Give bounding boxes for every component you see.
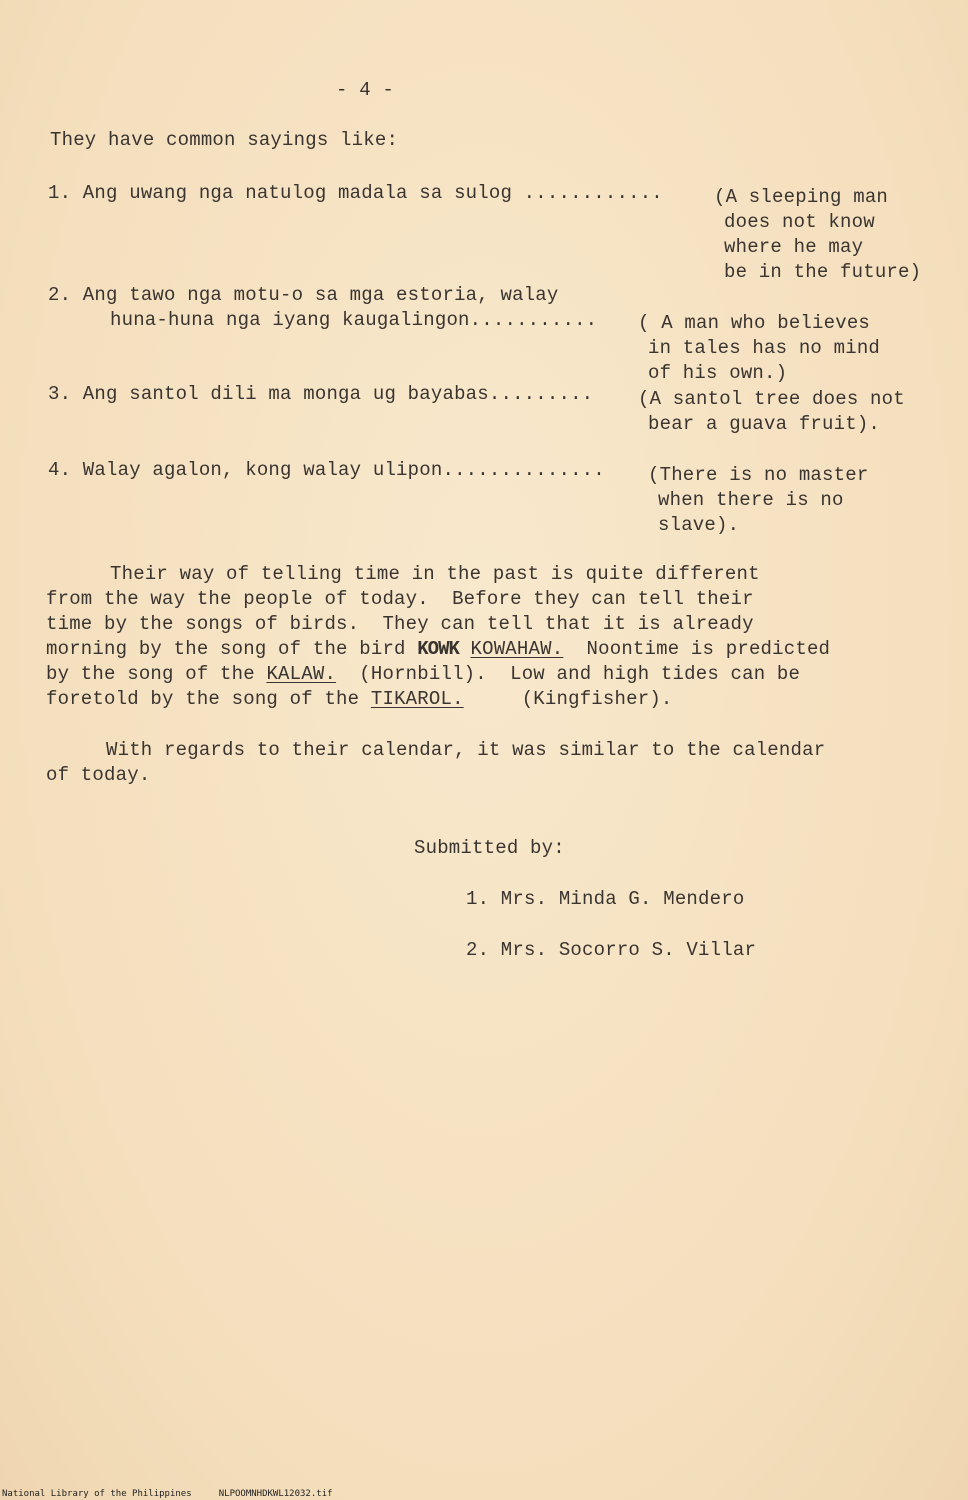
paragraph-line: time by the songs of birds. They can tell that it is already xyxy=(46,613,754,635)
submitter-name: 2. Mrs. Socorro S. Villar xyxy=(466,939,757,961)
paragraph-text: morning by the song of the bird xyxy=(46,638,418,660)
scan-footer: National Library of the Philippines NLPOOMNHDKWL12032.tif xyxy=(2,1489,333,1499)
paragraph-text: Noontime is predicted xyxy=(563,638,831,660)
saying-meaning-line: (A sleeping man xyxy=(714,186,889,208)
paragraph-line xyxy=(46,662,800,687)
saying-meaning-line: of his own.) xyxy=(648,362,788,384)
paragraph-line: Their way of telling time in the past is quite different xyxy=(110,563,760,585)
saying-meaning-line: does not know xyxy=(724,211,875,233)
saying-meaning-line: (A santol tree does not xyxy=(638,388,905,410)
saying-native-line: 1. Ang uwang nga natulog madala sa sulog ............ xyxy=(48,182,663,204)
paragraph-text: (Hornbill). Low and high tides can be xyxy=(336,663,801,685)
struck-word: KOWK xyxy=(417,638,459,660)
saying-native-line: 2. Ang tawo nga motu-o sa mga estoria, walay xyxy=(48,284,559,306)
paragraph-line xyxy=(46,687,673,712)
page-number: - 4 - xyxy=(336,79,395,101)
intro-line: They have common sayings like: xyxy=(50,129,399,151)
saying-native-line: huna-huna nga iyang kaugalingon........... xyxy=(110,309,598,331)
paragraph-line: With regards to their calendar, it was similar to the calendar xyxy=(106,739,826,761)
saying-meaning-line: slave). xyxy=(658,514,740,536)
paragraph-text: foretold by the song of the xyxy=(46,688,371,710)
bird-name-kalaw: KALAW. xyxy=(266,663,337,685)
saying-meaning-line: (There is no master xyxy=(648,464,869,486)
saying-meaning-line: bear a guava fruit). xyxy=(648,413,881,435)
submitter-name: 1. Mrs. Minda G. Mendero xyxy=(466,888,745,910)
bird-name-tikarol: TIKAROL. xyxy=(370,688,464,710)
saying-meaning-line: ( A man who believes xyxy=(638,312,871,334)
submitted-label: Submitted by: xyxy=(414,837,565,859)
saying-native-line: 3. Ang santol dili ma monga ug bayabas......... xyxy=(48,383,594,405)
saying-native-line: 4. Walay agalon, kong walay ulipon.............. xyxy=(48,459,605,481)
paragraph-line: from the way the people of today. Before they can tell their xyxy=(46,588,754,610)
paragraph-text: by the song of the xyxy=(46,663,267,685)
paragraph-text: (Kingfisher). xyxy=(463,688,673,710)
paragraph-line: of today. xyxy=(46,764,151,786)
saying-meaning-line: where he may xyxy=(724,236,864,258)
saying-meaning-line: in tales has no mind xyxy=(648,337,881,359)
saying-meaning-line: when there is no xyxy=(658,489,844,511)
paragraph-line xyxy=(46,637,830,662)
saying-meaning-line: be in the future) xyxy=(724,261,922,283)
bird-name-kowahaw: KOWAHAW. xyxy=(470,638,564,660)
